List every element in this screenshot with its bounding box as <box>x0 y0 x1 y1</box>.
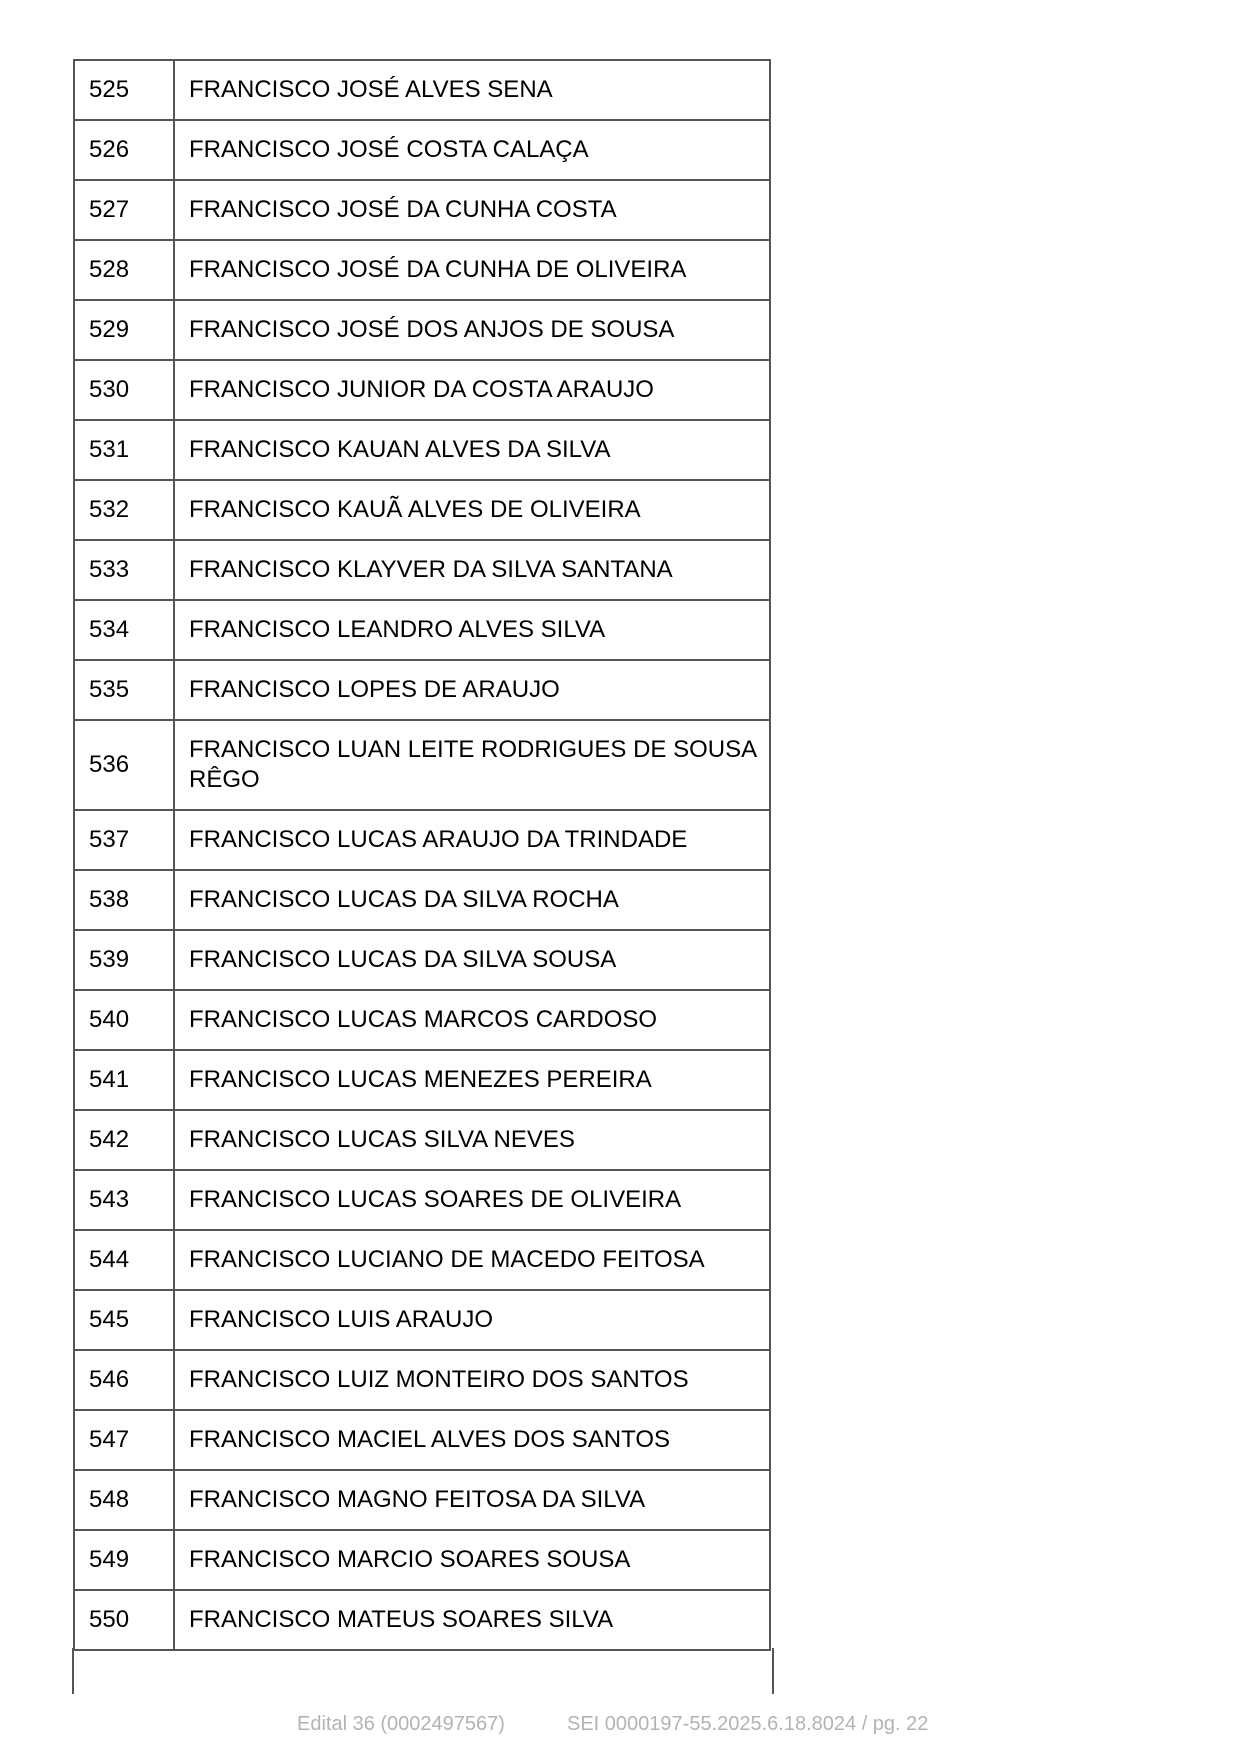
row-number: 539 <box>74 930 174 990</box>
row-name: FRANCISCO KAUÃ ALVES DE OLIVEIRA <box>174 480 770 540</box>
table-row <box>74 1230 770 1290</box>
row-number: 537 <box>74 810 174 870</box>
row-name: FRANCISCO LUCAS MARCOS CARDOSO <box>174 990 770 1050</box>
table-row <box>74 480 770 540</box>
row-number: 526 <box>74 120 174 180</box>
row-number: 532 <box>74 480 174 540</box>
row-number: 548 <box>74 1470 174 1530</box>
row-name: FRANCISCO LUCAS SOARES DE OLIVEIRA <box>174 1170 770 1230</box>
footer-sei-reference: SEI 0000197-55.2025.6.18.8024 / pg. 22 <box>567 1713 929 1735</box>
table-row <box>74 990 770 1050</box>
table-row <box>74 1110 770 1170</box>
row-number: 547 <box>74 1410 174 1470</box>
table-row <box>74 600 770 660</box>
table-row <box>74 870 770 930</box>
table-row <box>74 120 770 180</box>
row-number: 525 <box>74 60 174 120</box>
row-name: FRANCISCO JOSÉ DA CUNHA DE OLIVEIRA <box>174 240 770 300</box>
row-number: 535 <box>74 660 174 720</box>
row-name: FRANCISCO LUCAS DA SILVA SOUSA <box>174 930 770 990</box>
row-name: FRANCISCO JOSÉ COSTA CALAÇA <box>174 120 770 180</box>
table-row <box>74 1170 770 1230</box>
row-number: 546 <box>74 1350 174 1410</box>
table-row <box>74 60 770 120</box>
table-row <box>74 240 770 300</box>
row-name: FRANCISCO KAUAN ALVES DA SILVA <box>174 420 770 480</box>
row-name: FRANCISCO MATEUS SOARES SILVA <box>174 1590 770 1650</box>
row-name: FRANCISCO MARCIO SOARES SOUSA <box>174 1530 770 1590</box>
row-name: FRANCISCO LUCAS DA SILVA ROCHA <box>174 870 770 930</box>
row-name: FRANCISCO KLAYVER DA SILVA SANTANA <box>174 540 770 600</box>
row-name: FRANCISCO LUIZ MONTEIRO DOS SANTOS <box>174 1350 770 1410</box>
table-row <box>74 1050 770 1110</box>
row-number: 541 <box>74 1050 174 1110</box>
row-number: 538 <box>74 870 174 930</box>
row-number: 543 <box>74 1170 174 1230</box>
row-name: FRANCISCO LOPES DE ARAUJO <box>174 660 770 720</box>
table-continuation <box>72 1648 774 1694</box>
row-number: 542 <box>74 1110 174 1170</box>
row-number: 533 <box>74 540 174 600</box>
row-number: 540 <box>74 990 174 1050</box>
row-number: 531 <box>74 420 174 480</box>
table-row <box>74 720 770 810</box>
row-name: FRANCISCO LEANDRO ALVES SILVA <box>174 600 770 660</box>
row-number: 536 <box>74 720 174 810</box>
footer-edital: Edital 36 (0002497567) <box>297 1713 505 1735</box>
table-row <box>74 1590 770 1650</box>
row-number: 528 <box>74 240 174 300</box>
row-number: 530 <box>74 360 174 420</box>
row-name: FRANCISCO JOSÉ DA CUNHA COSTA <box>174 180 770 240</box>
table-row <box>74 420 770 480</box>
row-number: 529 <box>74 300 174 360</box>
names-table <box>73 59 771 1651</box>
table-row <box>74 1350 770 1410</box>
row-number: 527 <box>74 180 174 240</box>
table-row <box>74 1530 770 1590</box>
row-number: 550 <box>74 1590 174 1650</box>
row-name: FRANCISCO LUCAS ARAUJO DA TRINDADE <box>174 810 770 870</box>
row-name: FRANCISCO MAGNO FEITOSA DA SILVA <box>174 1470 770 1530</box>
table-row <box>74 300 770 360</box>
table-row <box>74 810 770 870</box>
row-name: FRANCISCO LUCAS SILVA NEVES <box>174 1110 770 1170</box>
row-number: 544 <box>74 1230 174 1290</box>
table-row <box>74 1470 770 1530</box>
row-number: 545 <box>74 1290 174 1350</box>
row-name: FRANCISCO JUNIOR DA COSTA ARAUJO <box>174 360 770 420</box>
row-name: FRANCISCO MACIEL ALVES DOS SANTOS <box>174 1410 770 1470</box>
row-name: FRANCISCO JOSÉ DOS ANJOS DE SOUSA <box>174 300 770 360</box>
row-number: 534 <box>74 600 174 660</box>
row-name: FRANCISCO LUAN LEITE RODRIGUES DE SOUSA RÊGO <box>174 720 770 810</box>
table-row <box>74 360 770 420</box>
row-name: FRANCISCO LUCIANO DE MACEDO FEITOSA <box>174 1230 770 1290</box>
row-number: 549 <box>74 1530 174 1590</box>
table-row <box>74 180 770 240</box>
row-name: FRANCISCO LUCAS MENEZES PEREIRA <box>174 1050 770 1110</box>
table-row <box>74 1290 770 1350</box>
row-name: FRANCISCO JOSÉ ALVES SENA <box>174 60 770 120</box>
table-row <box>74 1410 770 1470</box>
table-row <box>74 540 770 600</box>
row-name: FRANCISCO LUIS ARAUJO <box>174 1290 770 1350</box>
table-row <box>74 930 770 990</box>
table-row <box>74 660 770 720</box>
